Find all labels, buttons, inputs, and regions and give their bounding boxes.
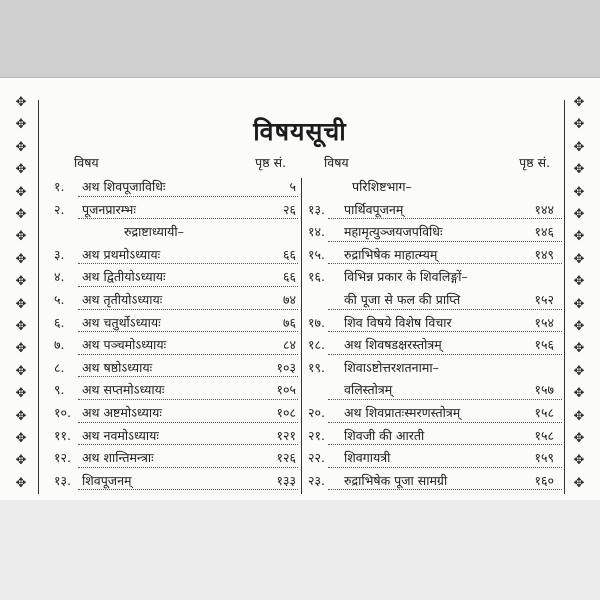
toc-entry-number: १. [54,179,65,194]
toc-entry-title: अथ द्वितीयोऽध्यायः [82,269,166,285]
toc-entry [54,400,298,423]
ornament-icon: ✥ [573,162,585,178]
ornament-icon: ✥ [15,207,27,222]
toc-entry-number: १४. [308,224,325,240]
subject-header: विषय [324,155,349,170]
right-border-line [564,100,565,494]
toc-entry-page: १६० [534,472,554,488]
toc-entry-number: ४. [54,269,65,285]
toc-entry-number: १५. [308,246,325,262]
toc-entry-title: अथ शिवपूजाविधिः [82,179,166,194]
toc-entry-number: ३. [54,246,65,262]
ornament-icon: ✥ [15,386,27,402]
toc-entry-number: २१. [308,427,325,443]
toc-entry-page: १२६ [276,450,296,466]
toc-entry-page: १५४ [534,314,554,330]
section-title: परिशिष्टभाग– [352,179,412,194]
ornament-icon: ✥ [573,251,585,267]
left-column [54,150,298,490]
ornament-icon: ✥ [15,431,27,446]
toc-entry [54,242,298,265]
toc-entry [304,242,562,265]
toc-entry [304,445,562,468]
toc-entry [304,197,562,220]
ornament-icon: ✥ [15,139,27,155]
toc-entry [304,468,562,491]
toc-entry-title: शिव विषये विशेष विचार [344,314,452,330]
toc-entry [54,197,298,220]
toc-entry-title: शिवजी की आरती [344,427,425,443]
toc-entry [304,264,562,287]
toc-entry [54,355,298,378]
toc-entry-title: अथ शिवप्रातःस्मरणस्तोत्रम् [344,404,461,420]
toc-entry-page: १२१ [276,427,296,443]
ornament-icon: ✥ [15,251,27,267]
toc-entry-page: १४९ [534,246,554,262]
toc-entry [304,423,562,446]
toc-entry-page: १५६ [534,337,554,353]
left-ornament-border [10,96,32,494]
toc-entry-page: ६६ [282,269,296,285]
ornament-icon: ✥ [15,453,27,469]
toc-entry-title: महामृत्युञ्जयजपविधिः [344,224,443,240]
toc-entry-title: अथ नवमोऽध्यायः [82,427,159,443]
toc-entry [304,310,562,333]
ornament-icon: ✥ [573,274,585,290]
page-bottom-area [0,500,600,600]
toc-entry-page: ८४ [282,337,296,353]
toc-entry [54,332,298,355]
left-border-line [38,100,39,494]
toc-entry-page: १४६ [534,224,554,240]
ornament-icon: ✥ [15,162,27,178]
toc-entry-title: अथ अष्टमोऽध्यायः [82,404,162,420]
toc-entry-title: शिवाऽष्टोत्तरशतनामा– [344,359,439,375]
ornament-icon: ✥ [573,319,585,334]
ornament-icon: ✥ [15,363,27,379]
toc-entry [304,332,562,355]
toc-entry-number: १३. [54,472,71,488]
toc-entry-page: १५२ [534,291,554,307]
toc-entry-number: १३. [308,201,325,217]
ornament-icon: ✥ [573,453,585,469]
toc-entry-number: १७. [308,314,325,330]
toc-entry-page: १५८ [534,404,554,420]
toc-entry-page: ७६ [282,314,296,330]
right-ornament-border [568,96,590,494]
ornament-icon: ✥ [573,229,585,245]
toc-entry-number: ८. [54,359,65,375]
toc-entry [54,468,298,491]
toc-entry-page: १४४ [534,201,554,217]
toc-entry-title: विभिन्न प्रकार के शिवलिङ्गों– [344,269,468,285]
toc-entry-page: ७४ [282,291,296,307]
toc-entry-page: १५७ [534,382,554,398]
ornament-icon: ✥ [15,296,27,312]
toc-entry-page: ५ [289,179,296,194]
ornament-icon: ✥ [573,475,585,491]
toc-entry-number: १६. [308,269,325,285]
toc-entry [54,445,298,468]
toc-entry-number: ९. [54,382,65,398]
toc-entry-title: अथ तृतीयोऽध्यायः [82,291,163,307]
toc-entry [54,377,298,400]
toc-entry [304,355,562,378]
toc-entry [304,287,562,310]
toc-entry [54,174,298,197]
toc-entry-title: शिवपूजनम् [82,472,132,488]
ornament-icon: ✥ [15,475,27,491]
ornament-icon: ✥ [573,408,585,424]
toc-entry [54,264,298,287]
toc-entry-number: १९. [308,359,325,375]
toc-entry-number: ७. [54,337,65,353]
ornament-icon: ✥ [573,95,585,110]
toc-entry-title: अथ सप्तमोऽध्यायः [82,382,165,398]
ornament-icon: ✥ [15,341,27,357]
toc-entry-number: ६. [54,314,65,330]
toc-entry-title: रुद्राभिषेक माहात्म्यम् [344,246,438,262]
subject-header: विषय [74,155,99,170]
toc-entry-number: २२. [308,450,325,466]
column-divider [301,178,302,494]
toc-entry [304,219,562,242]
page-number-header: पृष्ठ सं. [519,155,550,170]
ornament-icon: ✥ [573,296,585,312]
toc-entry-title: अथ पञ्चमोऽध्यायः [82,337,167,353]
toc-entry-page: १०३ [276,359,296,375]
right-column-header [304,150,562,174]
toc-entry-page: १५८ [534,427,554,443]
page-title: विषयसूची [253,117,347,146]
right-column [304,150,562,490]
ornament-icon: ✥ [15,319,27,334]
toc-entry-title: अथ शान्तिमन्त्राः [82,450,154,466]
toc-entry-page: १३३ [276,472,296,488]
toc-entry-page: १०५ [276,382,296,398]
ornament-icon: ✥ [573,363,585,379]
toc-entry-page: १५९ [534,450,554,466]
ornament-icon: ✥ [573,207,585,222]
toc-entry-title: पूजनप्रारम्भः [82,201,136,217]
toc-entry-title: रुद्राभिषेक पूजा सामग्री [344,472,448,488]
ornament-icon: ✥ [15,274,27,290]
toc-entry [54,310,298,333]
toc-entry [304,400,562,423]
toc-section-heading [304,174,562,197]
toc-entry-page: ६६ [282,246,296,262]
toc-entry-title: अथ शिवषडक्षरस्तोत्रम् [344,337,442,353]
ornament-icon: ✥ [15,184,27,200]
ornament-icon: ✥ [15,229,27,245]
ornament-icon: ✥ [573,386,585,402]
toc-entry [54,423,298,446]
toc-entry [304,377,562,400]
toc-entry-number: १८. [308,337,325,353]
ornament-icon: ✥ [573,341,585,357]
page-top-edge [0,0,600,78]
toc-entry-number: २. [54,201,65,217]
toc-entry-title: अथ चतुर्थोऽध्यायः [82,314,161,330]
toc-entry-title: अथ षष्ठोऽध्यायः [82,359,153,375]
toc-entry-number: २०. [308,404,325,420]
section-title: रुद्राष्टाध्यायी– [124,224,184,240]
toc-entry-title: शिवगायत्री [344,450,391,466]
toc-entry-number: ५. [54,291,65,307]
toc-section-heading [54,219,298,242]
left-column-header [54,150,298,174]
toc-entry-title: अथ प्रथमोऽध्यायः [82,246,161,262]
toc-entry-number: १२. [54,450,71,466]
ornament-icon: ✥ [15,408,27,424]
toc-entry-title: पार्थिवपूजनम् [344,201,404,217]
page-number-header: पृष्ठ सं. [255,155,286,170]
toc-entry-page: १०८ [276,404,296,420]
ornament-icon: ✥ [15,117,27,133]
toc-entry-number: २३. [308,472,325,488]
ornament-icon: ✥ [573,139,585,155]
toc-entry [54,287,298,310]
toc-entry-number: १०. [54,404,71,420]
ornament-icon: ✥ [573,431,585,446]
toc-entry-page: २६ [282,201,296,217]
toc-entry-number: ११. [54,427,71,443]
toc-entry-title: की पूजा से फल की प्राप्ति [344,291,461,307]
ornament-icon: ✥ [15,95,27,110]
ornament-icon: ✥ [573,117,585,133]
ornament-icon: ✥ [573,184,585,200]
toc-entry-title: वलिस्तोत्रम् [344,382,393,398]
